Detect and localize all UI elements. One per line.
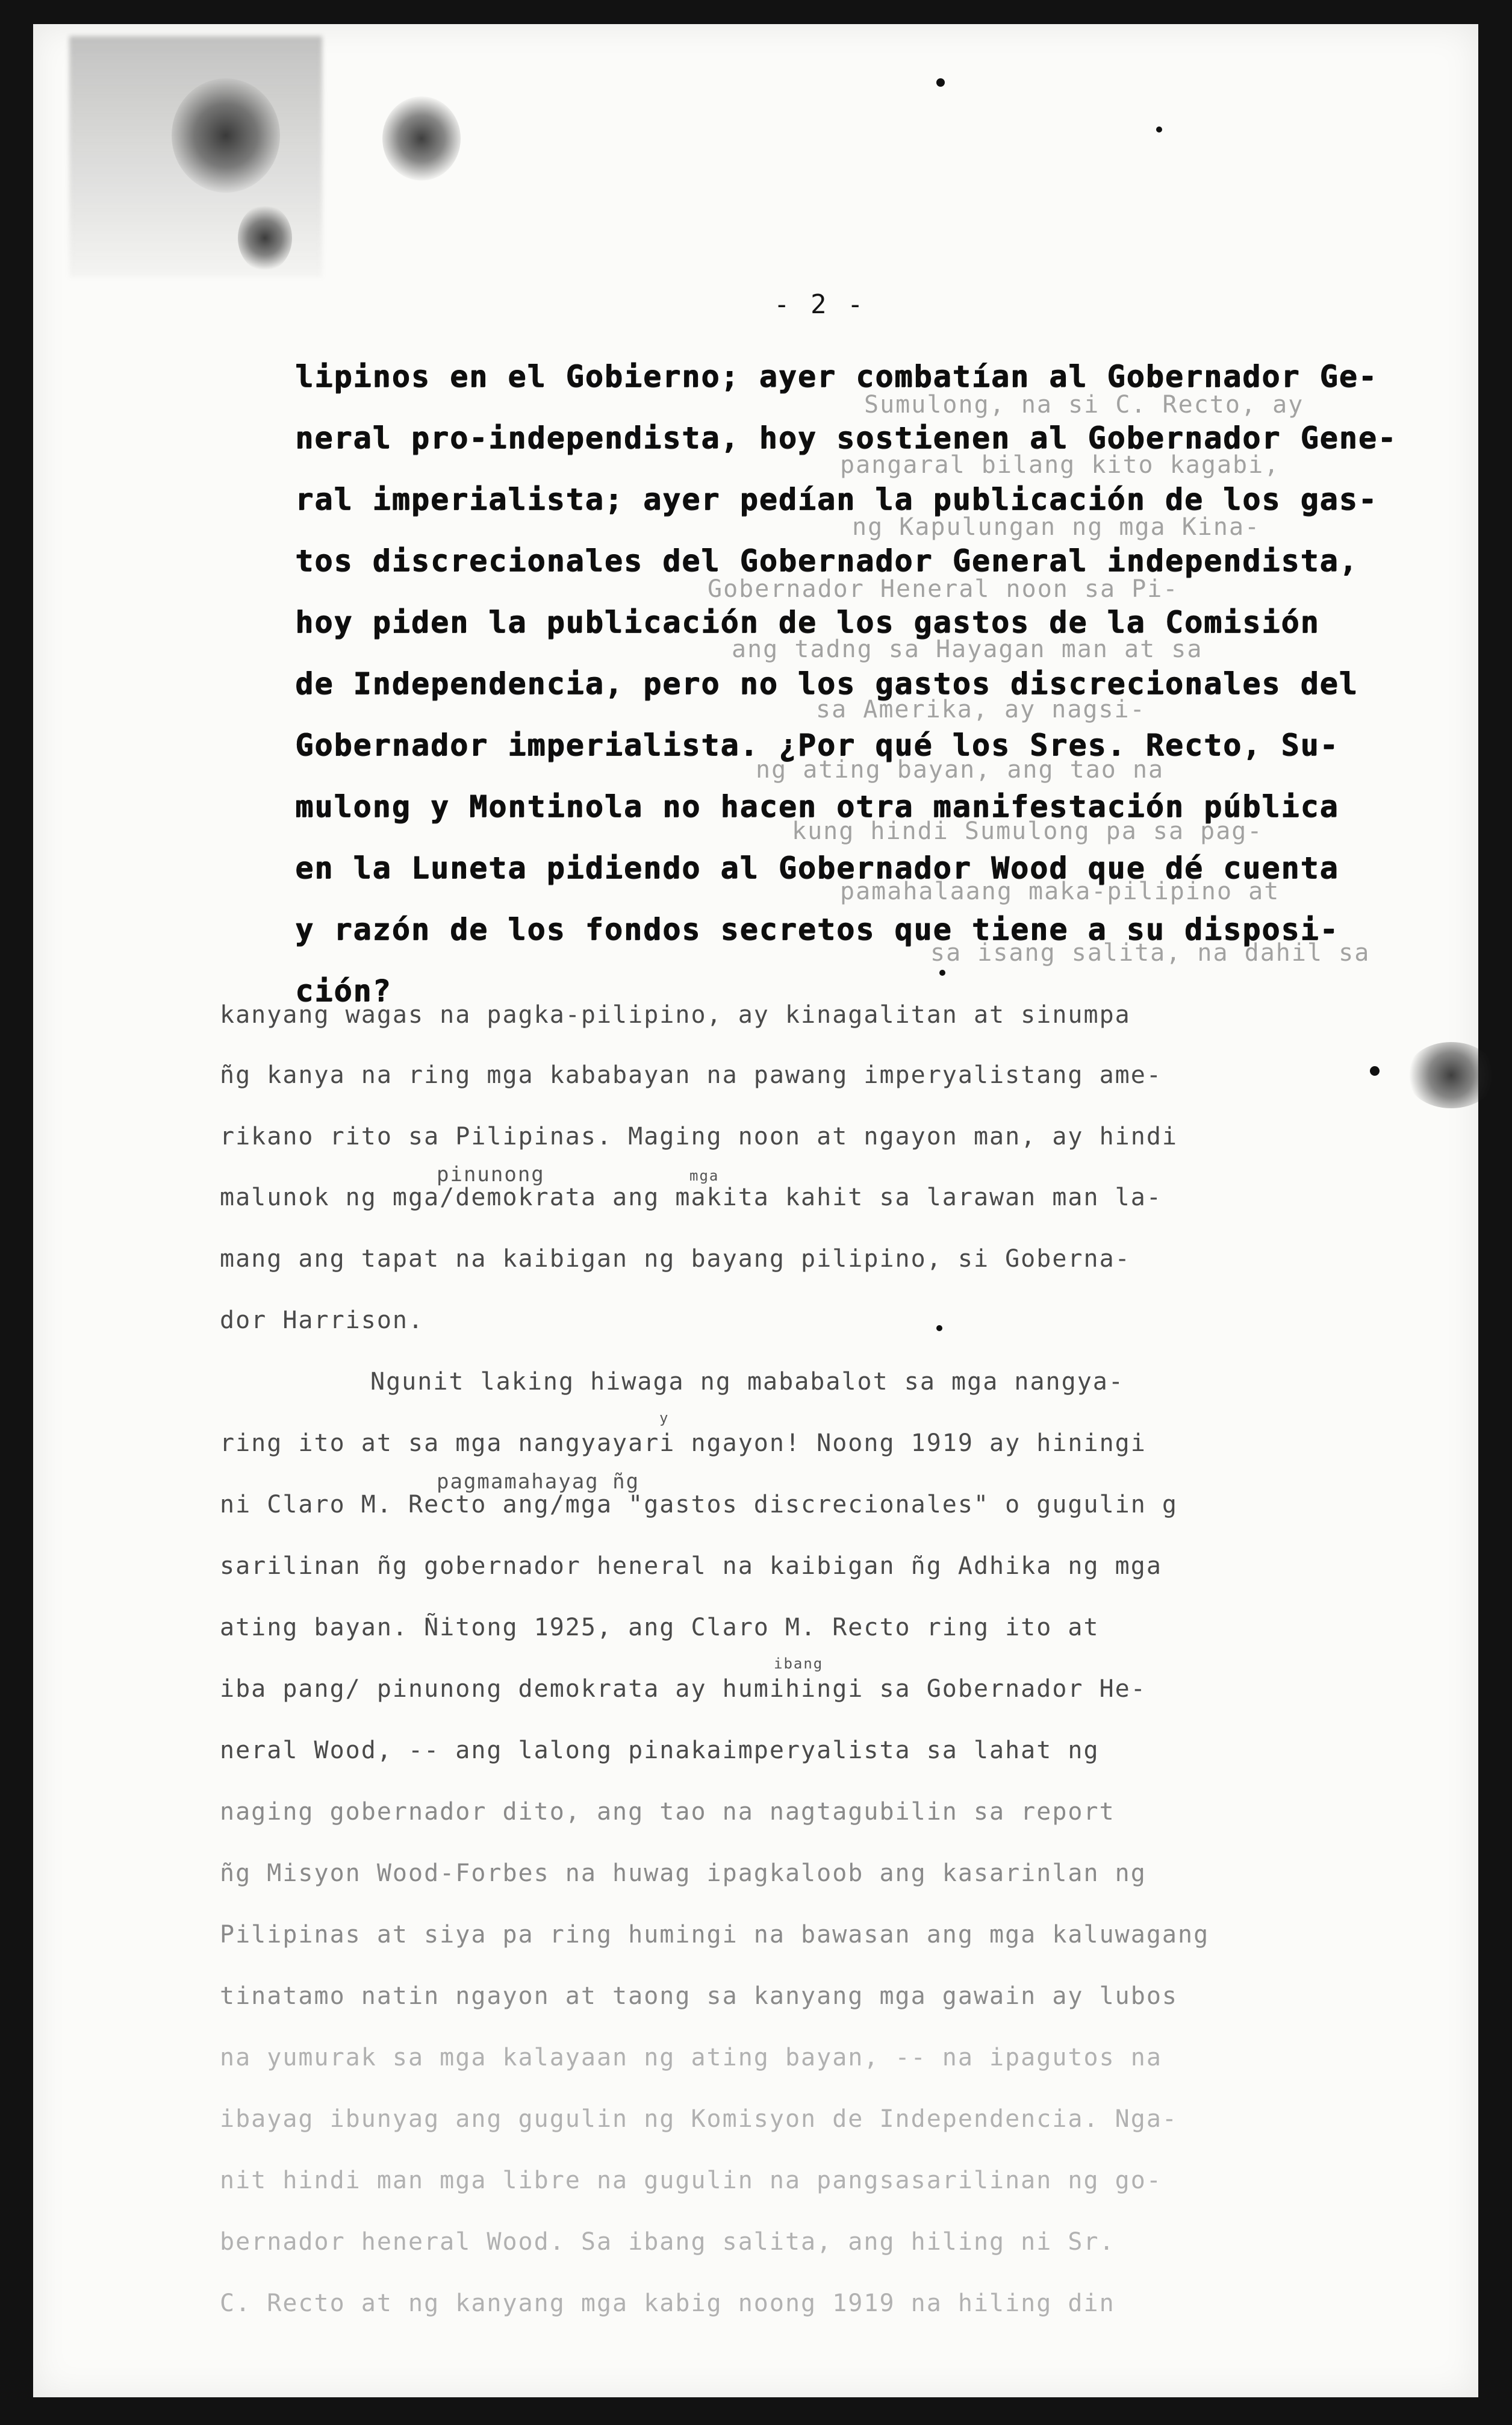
tagalog-line: Pilipinas at siya pa ring humingi na bawasan ang mga kaluwagang: [220, 1921, 1210, 1949]
bleed-line: ng Kapulungan ng mga Kina-: [852, 513, 1261, 541]
tagalog-line: tinatamo natin ngayon at taong sa kanyang mga gawain ay lubos: [220, 1982, 1178, 2010]
spanish-line: hoy piden la publicación de los gastos de la Comisión: [295, 605, 1320, 640]
tagalog-line: nit hindi man mga libre na gugulin na pangsasarilinan ng go-: [220, 2167, 1162, 2194]
document-page: [33, 24, 1478, 2397]
spanish-line: ción?: [295, 973, 392, 1008]
tagalog-line: sarilinan ñg gobernador heneral na kaibigan ñg Adhika ng mga: [220, 1552, 1162, 1580]
insertion-ibang: ibang: [774, 1655, 824, 1672]
insertion-pinunong: pinunong: [437, 1163, 545, 1187]
insertion-pagmamahayag: pagmamahayag ñg: [437, 1470, 640, 1494]
bleed-line: ng ating bayan, ang tao na: [756, 756, 1165, 784]
bleed-line: ang tadng sa Hayagan man at sa: [732, 635, 1203, 663]
bleed-line: sa isang salita, na dahil sa: [930, 939, 1370, 967]
spanish-line: ral imperialista; ayer pedían la publicación de los gas-: [295, 482, 1378, 517]
spanish-line: en la Luneta pidiendo al Gobernador Wood que dé cuenta: [295, 850, 1339, 885]
spanish-line: lipinos en el Gobierno; ayer combatían al Gobernador Ge-: [295, 359, 1378, 394]
ink-blot-top-left-small: [238, 205, 292, 271]
bleed-line: Sumulong, na si C. Recto, ay: [864, 391, 1304, 419]
ink-blot-right: [1406, 1042, 1496, 1108]
dot-mark: [939, 970, 945, 976]
dot-mark: [936, 78, 945, 87]
bleed-line: pamahalaang maka-pilipino at: [840, 878, 1280, 905]
tagalog-line: neral Wood, -- ang lalong pinakaimperyalista sa lahat ng: [220, 1737, 1100, 1764]
tagalog-line: ring ito at sa mga nangyayari ngayon! Noong 1919 ay hiningi: [220, 1429, 1146, 1457]
tagalog-line: ni Claro M. Recto ang/mga "gastos discrecionales" o gugulin g: [220, 1491, 1178, 1518]
ink-blot-top-mid: [382, 96, 461, 181]
insertion-mga: mga: [689, 1167, 720, 1184]
tagalog-line: iba pang/ pinunong demokrata ay humihingi sa Gobernador He-: [220, 1675, 1146, 1703]
tagalog-line: ibayag ibunyag ang gugulin ng Komisyon de Independencia. Nga-: [220, 2105, 1178, 2133]
tagalog-line: Ngunit laking hiwaga ng mababalot sa mga nangya-: [370, 1368, 1124, 1396]
dot-mark: [1156, 126, 1162, 133]
spanish-line: y razón de los fondos secretos que tiene a su disposi-: [295, 912, 1339, 947]
tagalog-line: kanyang wagas na pagka-pilipino, ay kinagalitan at sinumpa: [220, 1001, 1131, 1029]
tagalog-line: C. Recto at ng kanyang mga kabig noong 1919 na hiling din: [220, 2289, 1115, 2317]
tagalog-line: rikano rito sa Pilipinas. Maging noon at ngayon man, ay hindi: [220, 1123, 1178, 1150]
bleed-line: sa Amerika, ay nagsi-: [816, 696, 1146, 723]
tagalog-line: naging gobernador dito, ang tao na nagtagubilin sa report: [220, 1798, 1115, 1826]
tagalog-line: mang ang tapat na kaibigan ng bayang pilipino, si Goberna-: [220, 1245, 1131, 1273]
bleed-line: kung hindi Sumulong pa sa pag-: [792, 817, 1263, 845]
tagalog-line: malunok ng mga/demokrata ang makita kahit sa larawan man la-: [220, 1184, 1162, 1211]
dot-mark: [1370, 1066, 1380, 1076]
tagalog-line: dor Harrison.: [220, 1306, 425, 1334]
spanish-line: mulong y Montinola no hacen otra manifestación pública: [295, 789, 1339, 824]
page-number: - 2 -: [774, 289, 866, 320]
bleed-line: pangaral bilang kito kagabi,: [840, 451, 1280, 479]
tagalog-line: na yumurak sa mga kalayaan ng ating bayan, -- na ipagutos na: [220, 2044, 1162, 2071]
spanish-line: neral pro-independista, hoy sostienen al Gobernador Gene-: [295, 420, 1397, 455]
spanish-line: de Independencia, pero no los gastos discrecionales del: [295, 666, 1358, 701]
bleed-line: Gobernador Heneral noon sa Pi-: [708, 575, 1179, 603]
ink-blot-top-left: [172, 78, 280, 193]
spanish-line: Gobernador imperialista. ¿Por qué los Sres. Recto, Su-: [295, 728, 1339, 763]
tagalog-line: ñg kanya na ring mga kababayan na pawang imperyalistang ame-: [220, 1061, 1162, 1089]
insertion-caret: y: [659, 1409, 670, 1426]
tagalog-line: ating bayan. Ñitong 1925, ang Claro M. Recto ring ito at: [220, 1614, 1100, 1641]
tagalog-line: ñg Misyon Wood-Forbes na huwag ipagkaloob ang kasarinlan ng: [220, 1859, 1146, 1887]
spanish-line: tos discrecionales del Gobernador General independista,: [295, 543, 1358, 578]
dot-mark: [936, 1325, 942, 1331]
tagalog-line: bernador heneral Wood. Sa ibang salita, ang hiling ni Sr.: [220, 2228, 1115, 2256]
